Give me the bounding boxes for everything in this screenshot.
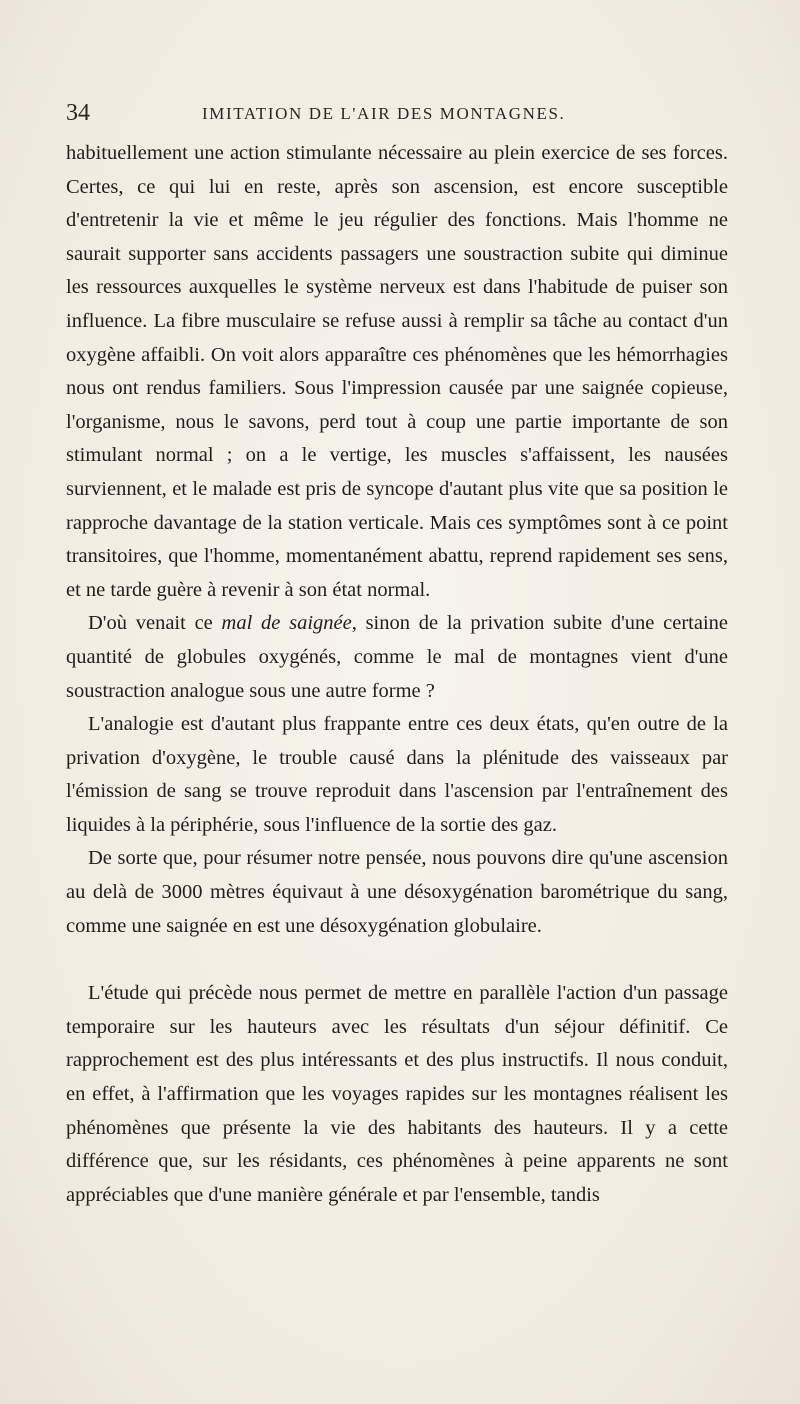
body-text bbox=[66, 137, 728, 1212]
paragraph: L'étude qui précède nous permet de mettre en parallèle l'action d'un passage temporaire sur les hauteurs avec les résultats d'un séjour définitif. Ce rapprochement est des plus intéressants et des plus instructifs. Il nous conduit, en effet, à l'affirmation que les voyages rapides sur les montagnes réalisent les phénomènes que présente la vie des habitants des hauteurs. Il y a cette différence que, sur les résidants, ces phénomènes à peine apparents ne sont appréciables que d'une manière générale et par l'ensemble, tandis bbox=[66, 982, 728, 1206]
paragraph-text: , sinon de la privation subite d'une certaine quantité de globules oxygénés, comme le mal de montagnes vient d'une soustraction analogue sous une autre forme ? bbox=[66, 612, 728, 702]
running-title: IMITATION DE L'AIR DES MONTAGNES. bbox=[202, 104, 566, 123]
paragraph-text: D'où venait ce bbox=[88, 612, 222, 635]
paragraph: habituellement une action stimulante nécessaire au plein exercice de ses forces. Certes, ce qui lui en reste, après son ascension, est encore susceptible d'entretenir la vie et même le jeu régulier des fonctions. Mais l'homme ne saurait supporter sans accidents passagers une soustraction subite qui diminue les ressources auxquelles le système nerveux est dans l'habitude de puiser son influence. La fibre musculaire se refuse aussi à remplir sa tâche au contact d'un oxygène affaibli. On voit alors apparaître ces phénomènes que les hémorrhagies nous ont rendus familiers. Sous l'impression causée par une saignée copieuse, l'organisme, nous le savons, perd tout à coup une partie importante de son stimulant normal ; on a le vertige, les muscles s'affaissent, les nausées surviennent, et le malade est pris de syncope d'autant plus vite que sa position le rapproche davantage de la station verticale. Mais ces symptômes sont à ce point transitoires, que l'homme, momentanément abattu, reprend rapidement ses sens, et ne tarde guère à revenir à son état normal. bbox=[66, 142, 728, 601]
italic-term: mal de saignée bbox=[221, 612, 352, 635]
paragraph bbox=[66, 607, 728, 708]
paragraph: L'analogie est d'autant plus frappante entre ces deux états, qu'en outre de la privation d'oxygène, le trouble causé dans la plénitude des vaisseaux par l'émission de sang se trouve reproduit dans l'ascension par l'entraînement des liquides à la périphérie, sous l'influence de la sortie des gaz. bbox=[66, 713, 728, 836]
page-number: 34 bbox=[66, 100, 90, 126]
paragraph: De sorte que, pour résumer notre pensée, nous pouvons dire qu'une ascension au delà de 3000 mètres équivaut à une désoxygénation barométrique du sang, comme une saignée en est une désoxygénation globulaire. bbox=[66, 847, 728, 937]
page-header bbox=[66, 98, 726, 128]
